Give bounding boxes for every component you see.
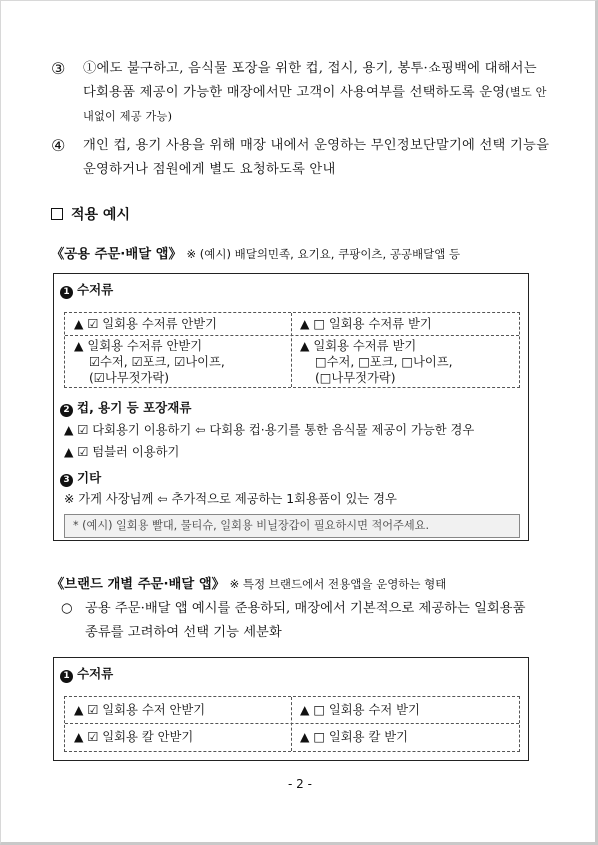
request-to-owner: ※ 가게 사장님께 ⇦ 추가적으로 제공하는 1회용품이 있는 경우	[64, 492, 397, 506]
option-want-spoon[interactable]: ▲ □ 일회용 수저 받기	[300, 703, 420, 717]
public-app-title: 《공용 주문·배달 앱》 ※ (예시) 배달의민족, 요기요, 쿠팡이츠, 공공배달앱 등	[51, 247, 461, 262]
number-badge: 1	[60, 286, 73, 299]
item-4	[51, 134, 551, 182]
square-icon	[51, 208, 63, 220]
brand-app-note: ※ 특정 브랜드에서 전용앱을 운영하는 형태	[229, 577, 447, 591]
circle-bullet-icon: ○	[61, 601, 73, 616]
item-number: ③	[51, 59, 66, 78]
option-reusable-container[interactable]: ▲ ☑ 다회용기 이용하기 ⇦ 다회용 컵·용기를 통한 음식물 제공이 가능한 경우	[64, 423, 475, 437]
cutlery-heading: 1 수저류	[60, 664, 113, 683]
public-app-note: ※ (예시) 배달의민족, 요기요, 쿠팡이츠, 공공배달앱 등	[186, 247, 461, 261]
option-no-knife[interactable]: ▲ ☑ 일회용 칼 안받기	[74, 730, 194, 744]
section-heading: 적용 예시	[51, 204, 130, 224]
option-no-spoon[interactable]: ▲ ☑ 일회용 수저 안받기	[74, 703, 206, 717]
item-number: ④	[51, 136, 66, 155]
brand-app-bullet: ○ 공용 주문·배달 앱 예시를 준용하되, 매장에서 기본적으로 제공하는 일회용품 종류를 고려하여 선택 기능 세분화	[61, 597, 541, 645]
item-3	[51, 57, 551, 129]
option-no-cutlery[interactable]: ▲ ☑ 일회용 수저류 안받기	[74, 317, 218, 331]
option-want-cutlery-detail[interactable]: ▲ 일회용 수저류 받기 □수저, □포크, □나이프, (□나무젓가락)	[300, 339, 453, 385]
option-want-knife[interactable]: ▲ □ 일회용 칼 받기	[300, 730, 408, 744]
option-want-cutlery[interactable]: ▲ □ 일회용 수저류 받기	[300, 317, 432, 331]
page-number: - 2 -	[288, 777, 312, 791]
other-heading: 3 기타	[60, 468, 101, 487]
cutlery-options-grid	[64, 312, 520, 388]
item-note: (별도 안내없이 제공 가능)	[83, 86, 547, 123]
brand-app-example-frame	[53, 657, 529, 761]
brand-cutlery-options-grid	[64, 696, 520, 752]
number-badge: 2	[60, 404, 73, 417]
containers-heading: 2 컵, 용기 등 포장재류	[60, 398, 191, 417]
public-app-example-frame	[53, 273, 529, 541]
option-tumbler[interactable]: ▲ ☑ 텀블러 이용하기	[64, 445, 180, 459]
number-badge: 3	[60, 474, 73, 487]
option-no-cutlery-detail[interactable]: ▲ 일회용 수저류 안받기 ☑수저, ☑포크, ☑나이프, (☑나무젓가락)	[74, 339, 225, 385]
item-text: ①에도 불구하고, 음식물 포장을 위한 컵, 접시, 용기, 봉투·쇼핑백에 대해서는 다회용품 제공이 가능한 매장에서만 고객이 사용여부를 선택하도록 운영	[83, 61, 537, 100]
item-text: 개인 컵, 용기 사용을 위해 매장 내에서 운영하는 무인정보단말기에 선택 기능을 운영하거나 점원에게 별도 요청하도록 안내	[83, 138, 550, 177]
number-badge: 1	[60, 670, 73, 683]
cutlery-heading: 1 수저류	[60, 280, 113, 299]
brand-app-title: 《브랜드 개별 주문·배달 앱》 ※ 특정 브랜드에서 전용앱을 운영하는 형태	[51, 577, 447, 592]
request-input-example[interactable]: * (예시) 일회용 빨대, 물티슈, 일회용 비닐장갑이 필요하시면 적어주세요.	[64, 514, 520, 538]
